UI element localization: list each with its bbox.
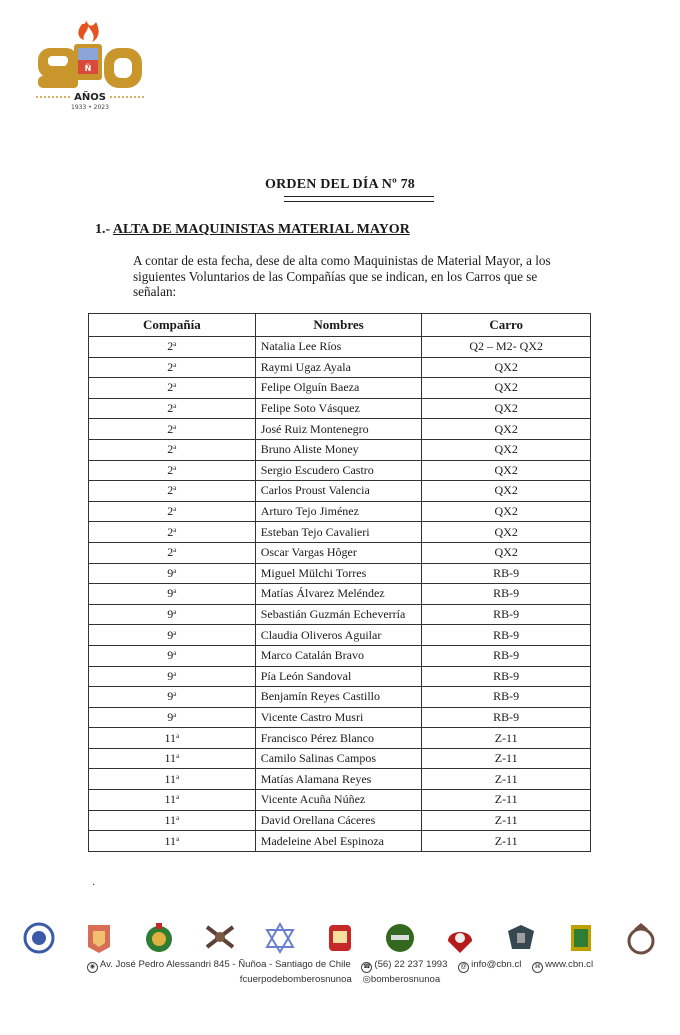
table-header-row — [89, 314, 591, 337]
header-compania: Compañía — [89, 314, 256, 337]
compania-cell — [89, 625, 256, 646]
compania-ordinal: a — [173, 628, 177, 637]
carro-cell: Q2 – M2- QX2 — [422, 337, 591, 358]
section-title: ALTA DE MAQUINISTAS MATERIAL MAYOR — [112, 222, 410, 237]
compania-number: 9 — [167, 565, 174, 580]
compania-cell — [89, 439, 256, 460]
table-row — [89, 687, 591, 708]
instagram-item[interactable] — [362, 974, 440, 985]
table-row — [89, 522, 591, 543]
table-row — [89, 790, 591, 811]
email-item[interactable] — [458, 959, 521, 970]
address-text: Av. José Pedro Alessandri 845 - Ñuñoa - Santiago de Chile — [99, 959, 351, 970]
section-number: 1.- — [95, 222, 111, 237]
compania-ordinal: a — [173, 402, 177, 411]
document-title: ORDEN DEL DÍA Nº 78 — [264, 177, 415, 192]
carro-cell: QX2 — [422, 501, 591, 522]
compania-number: 11 — [164, 751, 177, 766]
table-row — [89, 625, 591, 646]
instagram-icon: ◎ — [362, 974, 371, 985]
social-line — [0, 974, 680, 985]
company-4-emblem — [201, 921, 239, 955]
compania-cell — [89, 419, 256, 440]
company-11-emblem — [622, 921, 660, 955]
compania-number: 2 — [167, 504, 174, 519]
web-icon: ⌘ — [532, 962, 543, 973]
compania-number: 9 — [167, 607, 174, 622]
table-row — [89, 501, 591, 522]
section-heading — [95, 222, 410, 238]
nombre-cell: Sebastián Guzmán Echeverría — [255, 604, 422, 625]
carro-cell: RB-9 — [422, 604, 591, 625]
compania-number: 9 — [167, 627, 174, 642]
company-6-emblem — [321, 921, 359, 955]
compania-ordinal: a — [173, 587, 177, 596]
web-text[interactable]: www.cbn.cl — [545, 959, 594, 970]
nombre-cell: Sergio Escudero Castro — [255, 460, 422, 481]
body-paragraph: A contar de esta fecha, dese de alta como Maquinistas de Material Mayor, a los siguientes Voluntarios de las Compañías que se indican, en los Carros que se señalan: — [133, 253, 551, 299]
table-row — [89, 337, 591, 358]
table-row — [89, 398, 591, 419]
carro-cell: QX2 — [422, 542, 591, 563]
carro-cell: RB-9 — [422, 625, 591, 646]
compania-cell — [89, 563, 256, 584]
compania-ordinal: a — [176, 731, 180, 740]
compania-number: 2 — [167, 359, 174, 374]
company-3-emblem — [140, 921, 178, 955]
compania-cell — [89, 604, 256, 625]
carro-cell: RB-9 — [422, 584, 591, 605]
table-row — [89, 645, 591, 666]
contact-line — [0, 959, 680, 973]
nombre-cell: Claudia Oliveros Aguilar — [255, 625, 422, 646]
compania-cell — [89, 666, 256, 687]
compania-ordinal: a — [176, 772, 180, 781]
company-9-emblem — [502, 921, 540, 955]
nombre-cell: Arturo Tejo Jiménez — [255, 501, 422, 522]
table-row — [89, 481, 591, 502]
company-2-emblem — [80, 921, 118, 955]
compania-ordinal: a — [176, 793, 180, 802]
compania-ordinal: a — [173, 463, 177, 472]
carro-cell: Z-11 — [422, 769, 591, 790]
compania-number: 9 — [167, 648, 174, 663]
company-5-emblem — [261, 921, 299, 955]
compania-cell — [89, 584, 256, 605]
carro-cell: RB-9 — [422, 707, 591, 728]
compania-ordinal: a — [176, 813, 180, 822]
table-row — [89, 810, 591, 831]
compania-ordinal: a — [173, 443, 177, 452]
compania-cell — [89, 481, 256, 502]
facebook-text[interactable]: cuerpodebomberosnunoa — [242, 974, 352, 985]
table-row — [89, 831, 591, 852]
facebook-icon: f — [239, 974, 243, 985]
phone-icon: ☎ — [361, 962, 372, 973]
svg-text:1933 • 2023: 1933 • 2023 — [71, 104, 109, 110]
nombre-cell: David Orellana Cáceres — [255, 810, 422, 831]
compania-ordinal: a — [173, 422, 177, 431]
compania-number: 9 — [167, 586, 174, 601]
table-row — [89, 748, 591, 769]
table-row — [89, 357, 591, 378]
table-row — [89, 707, 591, 728]
compania-cell — [89, 728, 256, 749]
compania-number: 11 — [164, 833, 177, 848]
header-carro: Carro — [422, 314, 591, 337]
table-row — [89, 769, 591, 790]
table-row — [89, 584, 591, 605]
compania-number: 9 — [167, 668, 174, 683]
anniversary-logo — [30, 18, 150, 110]
compania-cell — [89, 707, 256, 728]
compania-ordinal: a — [173, 710, 177, 719]
compania-cell — [89, 357, 256, 378]
nombre-cell: Vicente Acuña Núñez — [255, 790, 422, 811]
compania-number: 2 — [167, 462, 174, 477]
address-item — [87, 959, 351, 970]
table-row — [89, 378, 591, 399]
compania-cell — [89, 748, 256, 769]
facebook-item[interactable] — [240, 974, 352, 985]
compania-cell — [89, 645, 256, 666]
nombre-cell: Miguel Mülchi Torres — [255, 563, 422, 584]
carro-cell: QX2 — [422, 357, 591, 378]
compania-number: 2 — [167, 483, 174, 498]
nombre-cell: Natalia Lee Ríos — [255, 337, 422, 358]
carro-cell: QX2 — [422, 378, 591, 399]
phone-item — [361, 959, 447, 970]
compania-ordinal: a — [173, 381, 177, 390]
carro-cell: Z-11 — [422, 810, 591, 831]
compania-ordinal: a — [173, 505, 177, 514]
table-row — [89, 542, 591, 563]
nombre-cell: Francisco Pérez Blanco — [255, 728, 422, 749]
carro-cell: QX2 — [422, 522, 591, 543]
compania-number: 2 — [167, 524, 174, 539]
carro-cell: QX2 — [422, 481, 591, 502]
carro-cell: QX2 — [422, 460, 591, 481]
stray-mark: · — [92, 880, 96, 891]
nombre-cell: Matías Alamana Reyes — [255, 769, 422, 790]
nombre-cell: Benjamín Reyes Castillo — [255, 687, 422, 708]
compania-number: 11 — [164, 771, 177, 786]
compania-ordinal: a — [176, 834, 180, 843]
nombre-cell: José Ruiz Montenegro — [255, 419, 422, 440]
nombre-cell: Oscar Vargas Hôger — [255, 542, 422, 563]
compania-cell — [89, 337, 256, 358]
compania-ordinal: a — [173, 360, 177, 369]
compania-number: 2 — [167, 442, 174, 457]
compania-ordinal: a — [173, 669, 177, 678]
compania-cell — [89, 522, 256, 543]
instagram-text[interactable]: bomberosnunoa — [370, 974, 441, 985]
company-emblems-strip — [20, 905, 660, 955]
email-icon: @ — [458, 962, 469, 973]
nombre-cell: Raymi Ugaz Ayala — [255, 357, 422, 378]
compania-number: 9 — [167, 709, 174, 724]
table-row — [89, 666, 591, 687]
nombre-cell: Vicente Castro Musri — [255, 707, 422, 728]
table-row — [89, 439, 591, 460]
company-1-emblem — [20, 921, 58, 955]
carro-cell: Z-11 — [422, 728, 591, 749]
compania-cell — [89, 769, 256, 790]
carro-cell: Z-11 — [422, 831, 591, 852]
compania-number: 9 — [167, 689, 174, 704]
nombre-cell: Carlos Proust Valencia — [255, 481, 422, 502]
compania-cell — [89, 542, 256, 563]
email-text[interactable]: info@cbn.cl — [471, 959, 522, 970]
company-8-emblem — [441, 921, 479, 955]
nombre-cell: Pía León Sandoval — [255, 666, 422, 687]
compania-cell — [89, 501, 256, 522]
compania-number: 11 — [164, 812, 177, 827]
maquinistas-table — [88, 313, 591, 852]
table-row — [89, 460, 591, 481]
compania-ordinal: a — [176, 752, 180, 761]
compania-number: 2 — [167, 339, 174, 354]
carro-cell: QX2 — [422, 419, 591, 440]
nombre-cell: Camilo Salinas Campos — [255, 748, 422, 769]
carro-cell: RB-9 — [422, 645, 591, 666]
compania-number: 11 — [164, 792, 177, 807]
carro-cell: RB-9 — [422, 563, 591, 584]
header-nombres: Nombres — [255, 314, 422, 337]
location-icon: ◉ — [87, 962, 98, 973]
nombre-cell: Esteban Tejo Cavalieri — [255, 522, 422, 543]
svg-text:Ñ: Ñ — [84, 64, 92, 73]
company-7-emblem — [381, 921, 419, 955]
nombre-cell: Madeleine Abel Espinoza — [255, 831, 422, 852]
svg-text:AÑOS: AÑOS — [74, 92, 106, 103]
compania-number: 2 — [167, 380, 174, 395]
compania-cell — [89, 810, 256, 831]
table-row — [89, 419, 591, 440]
carro-cell: QX2 — [422, 398, 591, 419]
carro-cell: Z-11 — [422, 790, 591, 811]
compania-ordinal: a — [173, 649, 177, 658]
company-10-emblem — [562, 921, 600, 955]
carro-cell: RB-9 — [422, 687, 591, 708]
nombre-cell: Felipe Soto Vásquez — [255, 398, 422, 419]
compania-cell — [89, 378, 256, 399]
nombre-cell: Marco Catalán Bravo — [255, 645, 422, 666]
web-item[interactable] — [532, 959, 593, 970]
nombre-cell: Matías Álvarez Meléndez — [255, 584, 422, 605]
table-row — [89, 563, 591, 584]
nombre-cell: Bruno Aliste Money — [255, 439, 422, 460]
compania-ordinal: a — [173, 525, 177, 534]
carro-cell: Z-11 — [422, 748, 591, 769]
compania-number: 2 — [167, 401, 174, 416]
compania-ordinal: a — [173, 566, 177, 575]
compania-cell — [89, 687, 256, 708]
compania-ordinal: a — [173, 546, 177, 555]
table-row — [89, 604, 591, 625]
compania-ordinal: a — [173, 340, 177, 349]
nombre-cell: Felipe Olguín Baeza — [255, 378, 422, 399]
carro-cell: RB-9 — [422, 666, 591, 687]
phone-text: (56) 22 237 1993 — [374, 959, 448, 970]
compania-number: 2 — [167, 545, 174, 560]
carro-cell: QX2 — [422, 439, 591, 460]
compania-cell — [89, 398, 256, 419]
compania-ordinal: a — [173, 608, 177, 617]
compania-cell — [89, 831, 256, 852]
table-row — [89, 728, 591, 749]
compania-ordinal: a — [173, 484, 177, 493]
compania-number: 11 — [164, 730, 177, 745]
compania-number: 2 — [167, 421, 174, 436]
compania-ordinal: a — [173, 690, 177, 699]
compania-cell — [89, 460, 256, 481]
compania-cell — [89, 790, 256, 811]
title-underline — [284, 196, 434, 202]
